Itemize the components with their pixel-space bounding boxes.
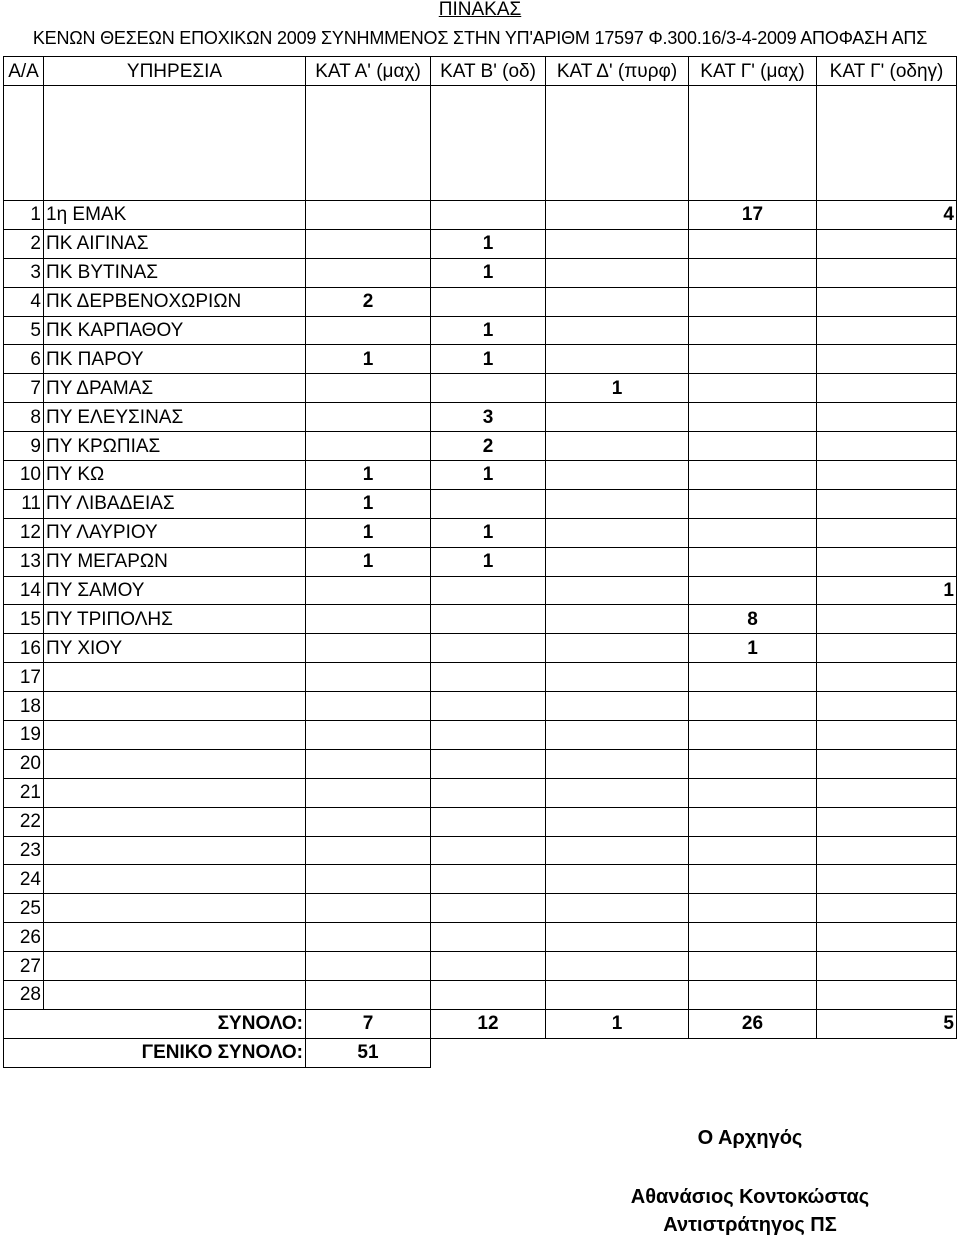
cat-g-driver-value <box>817 865 957 894</box>
cat-b-value <box>431 489 546 518</box>
service-name <box>44 923 306 952</box>
service-name: ΠΥ ΛΙΒΑΔΕΙΑΣ <box>44 489 306 518</box>
table-row <box>4 518 957 547</box>
cat-g-max-value <box>689 547 817 576</box>
cat-g-max-value <box>689 923 817 952</box>
signature-rank: Αντιστράτηγος ΠΣ <box>663 1214 837 1236</box>
cat-g-max-value: 17 <box>689 201 817 230</box>
cat-a-value: 1 <box>306 518 431 547</box>
cat-d-value <box>546 923 689 952</box>
table-row <box>4 952 957 981</box>
service-name <box>44 807 306 836</box>
header-aa: Α/Α <box>4 57 44 86</box>
cat-b-value <box>431 287 546 316</box>
cat-a-value <box>306 374 431 403</box>
table-row <box>4 894 957 923</box>
cat-g-max-value <box>689 981 817 1010</box>
cat-d-value <box>546 229 689 258</box>
cat-b-value <box>431 807 546 836</box>
row-number: 17 <box>4 663 44 692</box>
cat-b-value <box>431 865 546 894</box>
cat-g-driver-value <box>817 721 957 750</box>
cat-a-value <box>306 923 431 952</box>
cat-b-value <box>431 576 546 605</box>
cat-a-value <box>306 807 431 836</box>
cat-b-value: 1 <box>431 316 546 345</box>
table-row <box>4 432 957 461</box>
cat-g-max-value <box>689 663 817 692</box>
cat-g-max-value <box>689 345 817 374</box>
row-number: 20 <box>4 749 44 778</box>
cat-g-driver-value <box>817 923 957 952</box>
cat-g-max-value <box>689 576 817 605</box>
service-name: ΠΥ ΚΡΩΠΙΑΣ <box>44 432 306 461</box>
row-number: 12 <box>4 518 44 547</box>
cat-d-value <box>546 807 689 836</box>
cat-d-value <box>546 403 689 432</box>
row-number: 22 <box>4 807 44 836</box>
cat-g-driver-value <box>817 836 957 865</box>
service-name: ΠΥ ΧΙΟΥ <box>44 634 306 663</box>
cat-g-max-value <box>689 749 817 778</box>
grand-total-label: ΓΕΝΙΚΟ ΣΥΝΟΛΟ: <box>4 1038 306 1067</box>
row-number: 5 <box>4 316 44 345</box>
cat-d-value <box>546 461 689 490</box>
cat-g-driver-value <box>817 316 957 345</box>
table-row <box>4 807 957 836</box>
cat-a-value: 1 <box>306 547 431 576</box>
cat-d-value <box>546 489 689 518</box>
row-number: 21 <box>4 778 44 807</box>
table-row <box>4 287 957 316</box>
cat-g-driver-value <box>817 258 957 287</box>
cat-b-value <box>431 605 546 634</box>
cat-g-max-value <box>689 778 817 807</box>
service-name <box>44 952 306 981</box>
cat-b-value: 1 <box>431 258 546 287</box>
cat-d-value <box>546 287 689 316</box>
signature-role: Ο Αρχηγός <box>697 1127 803 1149</box>
cat-g-max-value <box>689 403 817 432</box>
cat-d-value <box>546 605 689 634</box>
cat-g-driver-value <box>817 692 957 721</box>
document-subtitle: ΚΕΝΩΝ ΘΕΣΕΩΝ ΕΠΟΧΙΚΩΝ 2009 ΣΥΝΗΜΜΕΝΟΣ ΣΤΗΝ ΥΠ'ΑΡΙΘΜ 17597 Φ.300.16/3-4-2009 ΑΠΟΦΑΣΗ ΑΠΣ <box>32 28 928 48</box>
cat-b-value <box>431 663 546 692</box>
cat-a-value <box>306 576 431 605</box>
service-name <box>44 778 306 807</box>
cat-d-value <box>546 981 689 1010</box>
cat-b-value: 1 <box>431 518 546 547</box>
cat-b-value <box>431 374 546 403</box>
service-name: ΠΚ ΚΑΡΠΑΘΟΥ <box>44 316 306 345</box>
table-row <box>4 229 957 258</box>
cat-g-max-value <box>689 461 817 490</box>
cat-b-value <box>431 201 546 230</box>
cat-b-value: 1 <box>431 229 546 258</box>
service-name: ΠΥ ΣΑΜΟΥ <box>44 576 306 605</box>
cat-g-driver-value <box>817 374 957 403</box>
cat-d-value <box>546 836 689 865</box>
cat-g-max-value <box>689 692 817 721</box>
blank-row <box>4 86 957 201</box>
cat-b-value <box>431 923 546 952</box>
totals-row <box>4 1009 957 1038</box>
service-name <box>44 721 306 750</box>
row-number: 19 <box>4 721 44 750</box>
table-row <box>4 836 957 865</box>
table-row <box>4 489 957 518</box>
totals-label: ΣΥΝΟΛΟ: <box>4 1009 306 1038</box>
row-number: 16 <box>4 634 44 663</box>
service-name <box>44 663 306 692</box>
row-number: 4 <box>4 287 44 316</box>
cat-g-driver-value <box>817 403 957 432</box>
cat-d-value <box>546 576 689 605</box>
table-row <box>4 316 957 345</box>
cat-g-max-value <box>689 865 817 894</box>
table-row <box>4 634 957 663</box>
service-name: 1η ΕΜΑΚ <box>44 201 306 230</box>
cat-g-max-value <box>689 287 817 316</box>
cat-b-value <box>431 894 546 923</box>
cat-a-value <box>306 663 431 692</box>
cat-g-max-value <box>689 518 817 547</box>
service-name: ΠΥ ΤΡΙΠΟΛΗΣ <box>44 605 306 634</box>
cat-a-value <box>306 778 431 807</box>
cat-g-driver-value <box>817 432 957 461</box>
cat-d-value <box>546 634 689 663</box>
cat-d-value <box>546 952 689 981</box>
table-row <box>4 403 957 432</box>
table-row <box>4 721 957 750</box>
cat-g-max-value: 8 <box>689 605 817 634</box>
header-cat-g-driver: ΚΑΤ Γ' (οδηγ) <box>817 57 957 86</box>
cat-a-value <box>306 432 431 461</box>
row-number: 11 <box>4 489 44 518</box>
cat-b-value <box>431 749 546 778</box>
cat-b-value: 1 <box>431 461 546 490</box>
table-row <box>4 461 957 490</box>
total-cat-b: 12 <box>431 1009 546 1038</box>
cat-a-value <box>306 201 431 230</box>
cat-g-driver-value <box>817 287 957 316</box>
service-name: ΠΥ ΔΡΑΜΑΣ <box>44 374 306 403</box>
row-number: 7 <box>4 374 44 403</box>
table-row <box>4 345 957 374</box>
service-name: ΠΥ ΚΩ <box>44 461 306 490</box>
table-row <box>4 201 957 230</box>
header-cat-g-max: ΚΑΤ Γ' (μαχ) <box>689 57 817 86</box>
cat-d-value <box>546 894 689 923</box>
cat-a-value <box>306 634 431 663</box>
row-number: 27 <box>4 952 44 981</box>
cat-d-value <box>546 749 689 778</box>
row-number: 9 <box>4 432 44 461</box>
service-name: ΠΥ ΛΑΥΡΙΟΥ <box>44 518 306 547</box>
cat-g-driver-value <box>817 807 957 836</box>
cat-a-value: 1 <box>306 489 431 518</box>
cat-g-max-value <box>689 258 817 287</box>
cat-a-value <box>306 749 431 778</box>
table-row <box>4 547 957 576</box>
table-row <box>4 749 957 778</box>
cat-b-value: 3 <box>431 403 546 432</box>
service-name <box>44 692 306 721</box>
row-number: 15 <box>4 605 44 634</box>
total-cat-g-driver: 5 <box>817 1009 957 1038</box>
service-name: ΠΥ ΕΛΕΥΣΙΝΑΣ <box>44 403 306 432</box>
total-cat-d: 1 <box>546 1009 689 1038</box>
service-name <box>44 749 306 778</box>
cat-b-value <box>431 778 546 807</box>
cat-a-value <box>306 258 431 287</box>
cat-d-value <box>546 432 689 461</box>
cat-d-value <box>546 547 689 576</box>
cat-b-value: 2 <box>431 432 546 461</box>
cat-a-value <box>306 403 431 432</box>
cat-g-driver-value <box>817 345 957 374</box>
cat-b-value <box>431 952 546 981</box>
cat-a-value <box>306 894 431 923</box>
signature-name: Αθανάσιος Κοντοκώστας <box>630 1186 870 1208</box>
table-row <box>4 258 957 287</box>
table-row <box>4 692 957 721</box>
cat-a-value <box>306 836 431 865</box>
cat-a-value: 1 <box>306 461 431 490</box>
table-row <box>4 778 957 807</box>
cat-g-max-value <box>689 229 817 258</box>
table-row <box>4 981 957 1010</box>
cat-g-max-value <box>689 721 817 750</box>
cat-g-driver-value <box>817 778 957 807</box>
service-name <box>44 865 306 894</box>
cat-g-max-value <box>689 432 817 461</box>
cat-a-value: 1 <box>306 345 431 374</box>
cat-g-driver-value <box>817 518 957 547</box>
cat-g-driver-value <box>817 229 957 258</box>
cat-b-value <box>431 634 546 663</box>
cat-d-value <box>546 663 689 692</box>
cat-g-driver-value <box>817 605 957 634</box>
cat-a-value <box>306 316 431 345</box>
cat-a-value: 2 <box>306 287 431 316</box>
cat-d-value <box>546 721 689 750</box>
cat-g-driver-value <box>817 749 957 778</box>
table-row <box>4 605 957 634</box>
row-number: 8 <box>4 403 44 432</box>
cat-d-value <box>546 518 689 547</box>
cat-a-value <box>306 981 431 1010</box>
cat-a-value <box>306 721 431 750</box>
row-number: 2 <box>4 229 44 258</box>
cat-g-driver-value <box>817 981 957 1010</box>
service-name: ΠΚ ΠΑΡΟΥ <box>44 345 306 374</box>
grand-total-value: 51 <box>306 1038 431 1067</box>
service-name <box>44 894 306 923</box>
row-number: 1 <box>4 201 44 230</box>
header-row <box>4 57 957 86</box>
row-number: 26 <box>4 923 44 952</box>
row-number: 25 <box>4 894 44 923</box>
header-cat-d: ΚΑΤ Δ' (πυρφ) <box>546 57 689 86</box>
table-row <box>4 923 957 952</box>
cat-g-driver-value <box>817 489 957 518</box>
cat-g-driver-value <box>817 547 957 576</box>
cat-b-value: 1 <box>431 547 546 576</box>
service-name <box>44 836 306 865</box>
row-number: 23 <box>4 836 44 865</box>
cat-g-max-value <box>689 952 817 981</box>
cat-a-value <box>306 865 431 894</box>
cat-d-value: 1 <box>546 374 689 403</box>
cat-d-value <box>546 201 689 230</box>
total-cat-g-max: 26 <box>689 1009 817 1038</box>
cat-g-max-value <box>689 894 817 923</box>
cat-g-driver-value <box>817 634 957 663</box>
cat-d-value <box>546 316 689 345</box>
row-number: 6 <box>4 345 44 374</box>
table-row <box>4 374 957 403</box>
cat-b-value <box>431 721 546 750</box>
cat-g-max-value: 1 <box>689 634 817 663</box>
cat-d-value <box>546 692 689 721</box>
document-title: ΠΙΝΑΚΑΣ <box>438 0 522 20</box>
cat-g-driver-value: 4 <box>817 201 957 230</box>
total-cat-a: 7 <box>306 1009 431 1038</box>
cat-b-value <box>431 981 546 1010</box>
cat-g-max-value <box>689 836 817 865</box>
cat-d-value <box>546 258 689 287</box>
cat-a-value <box>306 229 431 258</box>
row-number: 13 <box>4 547 44 576</box>
service-name: ΠΚ ΔΕΡΒΕΝΟΧΩΡΙΩΝ <box>44 287 306 316</box>
row-number: 14 <box>4 576 44 605</box>
cat-a-value <box>306 605 431 634</box>
header-cat-a: ΚΑΤ Α' (μαχ) <box>306 57 431 86</box>
row-number: 18 <box>4 692 44 721</box>
table-row <box>4 865 957 894</box>
cat-g-driver-value <box>817 894 957 923</box>
table-row <box>4 576 957 605</box>
cat-a-value <box>306 692 431 721</box>
cat-g-driver-value <box>817 663 957 692</box>
table-row <box>4 663 957 692</box>
grand-total-row <box>4 1038 957 1067</box>
vacancies-table <box>3 56 957 1068</box>
cat-b-value: 1 <box>431 345 546 374</box>
service-name: ΠΚ ΒΥΤΙΝΑΣ <box>44 258 306 287</box>
cat-g-max-value <box>689 489 817 518</box>
row-number: 3 <box>4 258 44 287</box>
cat-d-value <box>546 778 689 807</box>
service-name: ΠΚ ΑΙΓΙΝΑΣ <box>44 229 306 258</box>
header-cat-b: ΚΑΤ Β' (οδ) <box>431 57 546 86</box>
cat-d-value <box>546 865 689 894</box>
cat-g-driver-value: 1 <box>817 576 957 605</box>
cat-g-driver-value <box>817 461 957 490</box>
cat-d-value <box>546 345 689 374</box>
service-name: ΠΥ ΜΕΓΑΡΩΝ <box>44 547 306 576</box>
cat-g-driver-value <box>817 952 957 981</box>
row-number: 10 <box>4 461 44 490</box>
row-number: 24 <box>4 865 44 894</box>
cat-g-max-value <box>689 374 817 403</box>
cat-b-value <box>431 692 546 721</box>
cat-a-value <box>306 952 431 981</box>
header-service: ΥΠΗΡΕΣΙΑ <box>44 57 306 86</box>
cat-g-max-value <box>689 316 817 345</box>
service-name <box>44 981 306 1010</box>
row-number: 28 <box>4 981 44 1010</box>
cat-g-max-value <box>689 807 817 836</box>
cat-b-value <box>431 836 546 865</box>
